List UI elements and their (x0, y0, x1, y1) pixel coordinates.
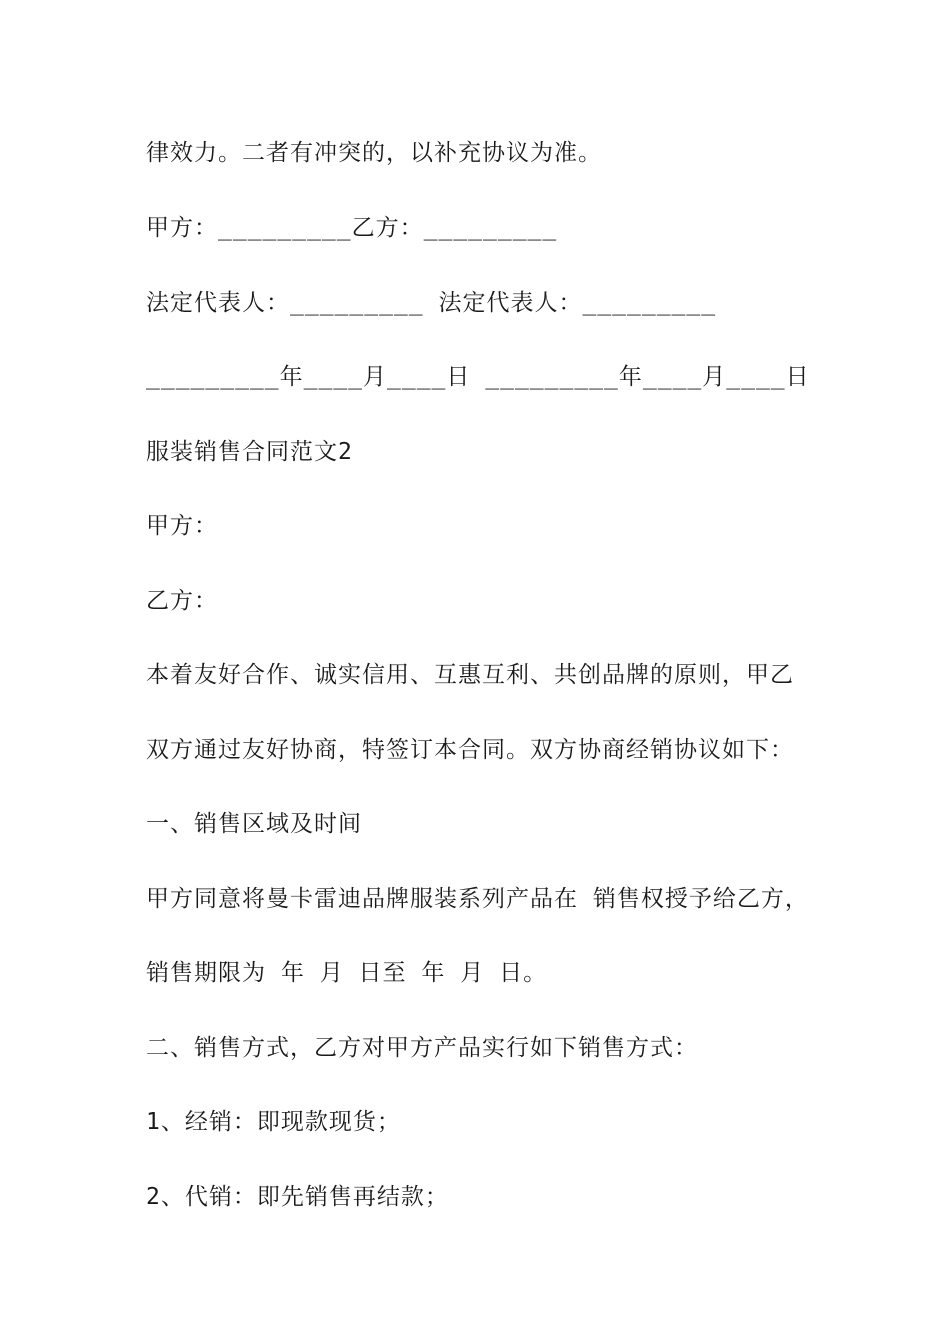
heading-sales-method: 二、销售方式，乙方对甲方产品实行如下销售方式： (146, 1035, 698, 1061)
heading-sales-region: 一、销售区域及时间 (146, 811, 362, 837)
section-title: 服装销售合同范文2 (146, 439, 353, 465)
text-line-legal-reps: 法定代表人：_________ 法定代表人：_________ (146, 290, 717, 316)
text-line-party-b: 乙方： (146, 588, 218, 614)
list-item-distribution: 1、经销：即现款现货； (146, 1109, 401, 1135)
text-line-sign-dates: _________年____月____日 _________年____月____日 (146, 364, 810, 390)
text-line-clause-end: 律效力。二者有冲突的，以补充协议为准。 (146, 140, 602, 166)
text-line-party-signatures: 甲方：_________乙方：_________ (146, 215, 558, 241)
text-line-sales-period: 销售期限为 年 月 日至 年 月 日。 (146, 960, 548, 986)
text-line-preamble-1: 本着友好合作、诚实信用、互惠互利、共创品牌的原则，甲乙 (146, 662, 794, 688)
text-line-preamble-2: 双方通过友好协商，特签订本合同。双方协商经销协议如下： (146, 737, 794, 763)
text-line-party-a: 甲方： (146, 513, 218, 539)
list-item-consignment: 2、代销：即先销售再结款； (146, 1184, 449, 1210)
text-line-region-grant: 甲方同意将曼卡雷迪品牌服装系列产品在 销售权授予给乙方， (146, 886, 809, 912)
